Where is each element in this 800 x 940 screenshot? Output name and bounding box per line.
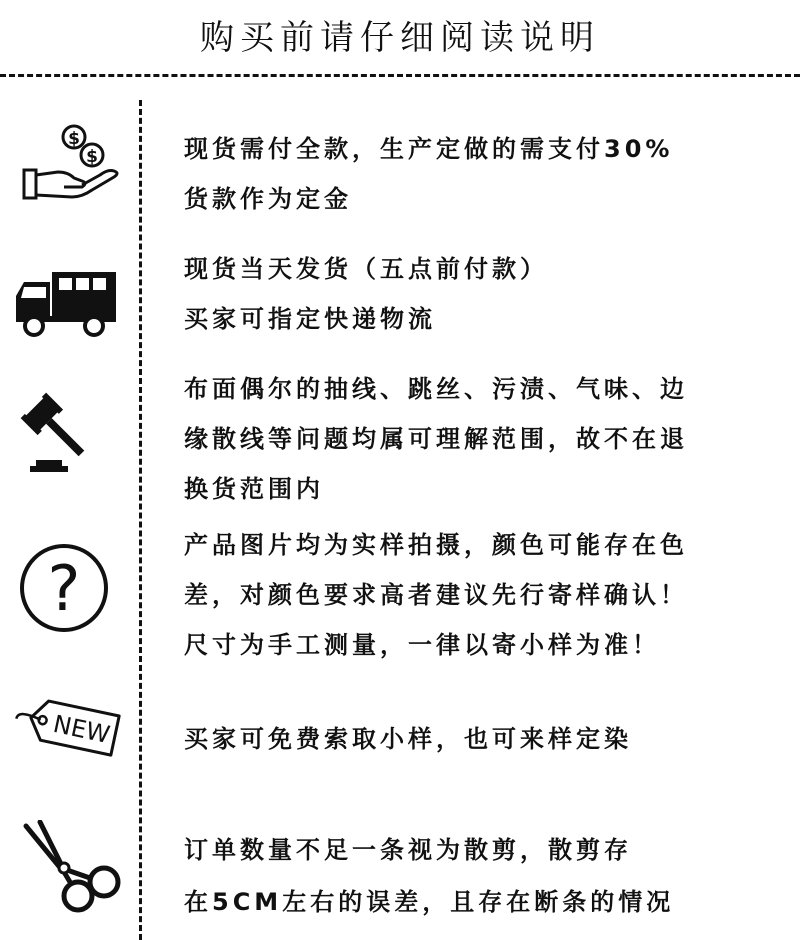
- notice-line: 订单数量不足一条视为散剪，散剪存: [184, 836, 632, 864]
- notice-line: 买家可免费索取小样，也可来样定染: [184, 725, 632, 753]
- notice-line: 换货范围内: [184, 475, 324, 503]
- gavel-icon: [12, 388, 122, 488]
- notice-text-payment: [184, 124, 784, 224]
- new-tag-icon: [12, 686, 122, 786]
- notice-text-defects: [184, 364, 784, 514]
- notice-line: 布面偶尔的抽线、跳丝、污渍、气味、边: [184, 375, 688, 403]
- truck-icon: [12, 250, 122, 350]
- notice-text-cutting: [184, 824, 784, 928]
- notice-text-photos: [184, 520, 784, 670]
- vertical-divider: [139, 100, 142, 940]
- scissors-icon: [12, 820, 122, 920]
- notice-line: 尺寸为手工测量，一律以寄小样为准！: [184, 631, 660, 659]
- svg-text:$: $: [86, 147, 98, 167]
- notice-line: 现货当天发货（五点前付款）: [184, 255, 548, 283]
- notice-text-samples: [184, 714, 784, 764]
- notice-line: 缘散线等问题均属可理解范围，故不在退: [184, 425, 688, 453]
- svg-text:?: ?: [47, 552, 81, 625]
- notice-line: 货款作为定金: [184, 185, 352, 213]
- notice-line: 在5CM左右的误差，且存在断条的情况: [184, 888, 675, 916]
- notice-line: 产品图片均为实样拍摄，颜色可能存在色: [184, 531, 688, 559]
- notice-line: 差，对颜色要求高者建议先行寄样确认！: [184, 581, 688, 609]
- notice-line: 现货需付全款，生产定做的需支付30%: [184, 135, 674, 163]
- new-tag-label: NEW: [50, 709, 113, 750]
- hand-money-icon: [12, 115, 122, 215]
- page-title: 购买前请仔细阅读说明: [200, 18, 600, 58]
- notice-line: 买家可指定快递物流: [184, 305, 436, 333]
- question-icon: [12, 538, 122, 638]
- title-divider: [0, 74, 800, 77]
- notice-text-shipping: [184, 244, 784, 344]
- svg-text:$: $: [68, 129, 80, 149]
